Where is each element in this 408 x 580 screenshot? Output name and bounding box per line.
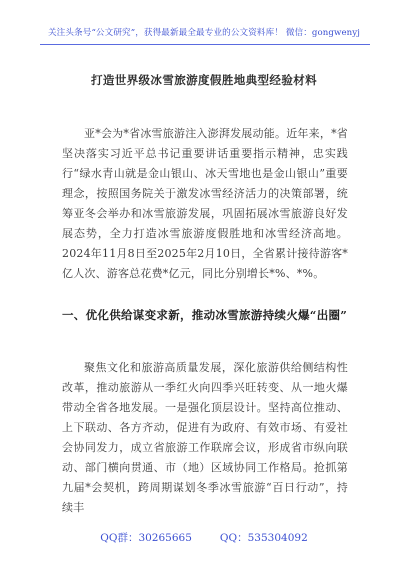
header-note: 关注头条号“公文研究”，获得最新最全最专业的公文资料库！ 微信：gongwenyj: [47, 28, 361, 38]
paragraph-intro-text: 亚*会为*省冰雪旅游注入澎湃发展动能。近年来，*省坚决落实习近平总书记重要讲话重要指示精神，忠实践行“绿水青山就是金山银山、冰天雪地也是金山银山”重要理念，按照国务院关于激发冰雪经济活力的决策部署，统筹亚冬会举办和冰雪旅游发展，巩固拓展冰雪旅游良好发展态势，全力打造冰雪旅游度假胜地和冰雪经济高地。2024年11月8日至2025年2月10日，全省累计接待游客*亿人次、游客总花费*亿元，同比分别增长*%、*%。: [62, 127, 348, 280]
footer-contact: [0, 530, 408, 545]
footer-qq-group: QQ群：30265665: [100, 532, 192, 544]
paragraph-section-1-text: 聚焦文化和旅游高质量发展，深化旅游供给侧结构性改革，推动旅游从一季红火向四季兴旺转变、从一地火爆带动全省各地发展。一是强化顶层设计。坚持高位推动、上下联动、各方齐动，促进有为政府、有效市场、有爱社会协同发力，成立省旅游工作联席会议，形成省市纵向联动、部门横向贯通、市（地）区域协同工作格局。抢抓第九届*会契机，跨周期谋划冬季冰雪旅游“百日行动”，持续丰: [62, 361, 348, 514]
section-heading-1-text: 一、优化供给谋变求新，推动冰雪旅游持续火爆“出圈”: [62, 308, 348, 322]
section-heading-1: [62, 304, 348, 326]
document-title: 打造世界级冰雪旅游度假胜地典型经验材料: [90, 73, 318, 87]
footer-qq: QQ：535304092: [219, 532, 308, 544]
paragraph-section-1: [62, 358, 348, 518]
header-divider: [40, 44, 370, 45]
paragraph-intro: [62, 124, 348, 284]
